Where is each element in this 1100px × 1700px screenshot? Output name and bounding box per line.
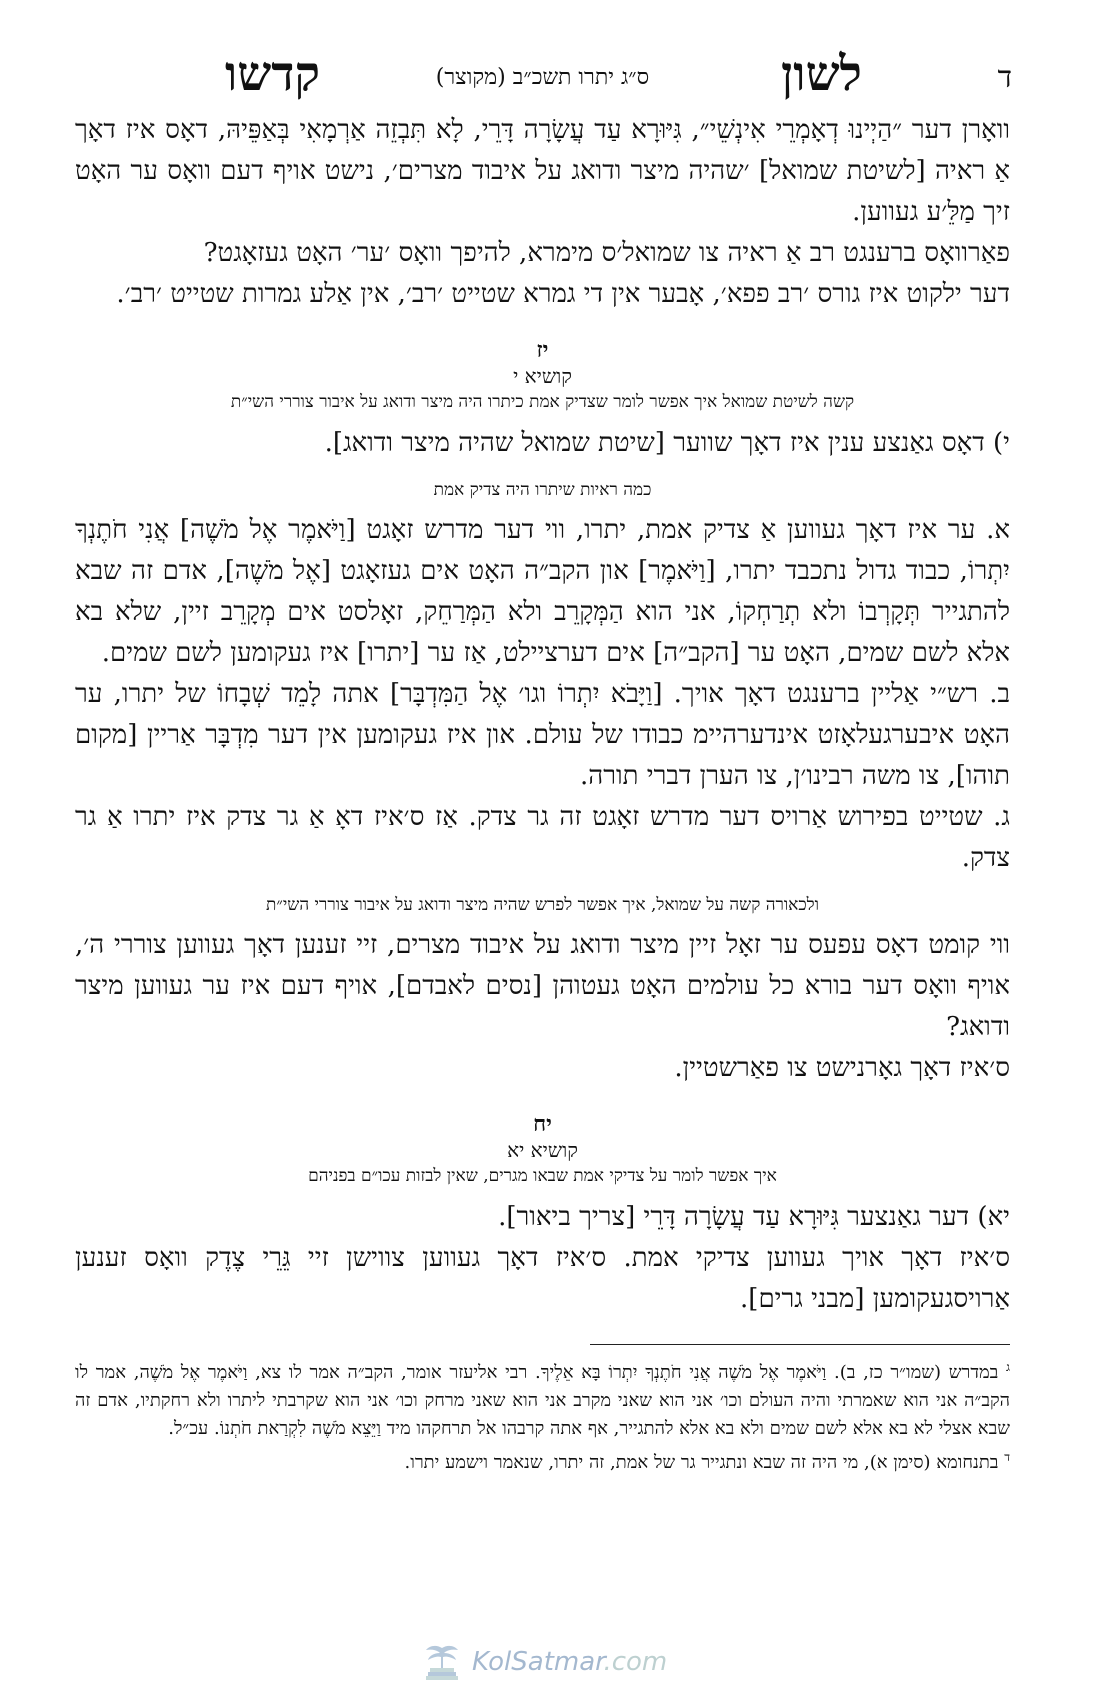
section-subheading: כמה ראיות שיתרו היה צדיק אמת (433, 480, 652, 500)
footnote-mark: ג (1006, 1360, 1010, 1374)
section-subtitle: קשה לשיטת שמואל איך אפשר לומר שצדיק אמת כיתרו היה מיצר ודואג על איבור צוררי השי״ת (230, 392, 855, 412)
paragraph: י) דאָס גאַנצע ענין איז דאָך שווער [שיטת שמואל שהיה מיצר ודואג]. (324, 428, 1010, 458)
paragraph-b: ב. רש״י אַליין ברענגט דאָך אויך. [וַיָּבֹא יִתְרוֹ וגו׳ אֶל הַמִּדְבָּר] אתה לָמֵד שְׁבָחוֹ של יתרו, ער האָט איבערגעלאָזט אינדערהיימ כבודו של עולם. און איז געקומען אין דער מִדְבָּר אַריין [מקום תוהו], צו משה רבינו׳ן, צו הערן דברי תורה. (75, 679, 1010, 791)
footnote-text: במדרש (שמו״ר כז, ב). וַיֹּאמֶר אֶל מֹשֶׁה אֲנִי חֹתֶנְךָ יִתְרוֹ בָּא אֵלֶיךָ. רבי אליעזר אומר, הקב״ה אמר לו צא, וַיֹּאמֶר אֶל מֹשֶׁה, אמר לו הקב״ה אני הוא שאמרתי והיה העולם וכו׳ אני הוא שאני מקרב אני הוא שאני מרחק וכו׳ אני הוא שקרבתי ליתרו ולא רחקתיו, אדם זה שבא אצלי לא בא אלא לשם שמים ולא בא אלא להתגייר, אף אתה קרבהו אל תרחקהו מיד וַיֵּצֵא מֹשֶׁה לִקְרַאת חֹתְנוֹ. עכ״ל. (75, 1362, 1010, 1439)
footnote (75, 1443, 1010, 1477)
paragraph-c: ג. שטייט בפירוש אַרויס דער מדרש זאָגט זה גר צדק. אַז ס׳איז דאָ אַ גר צדק איז יתרו אַ גר צדק. (75, 802, 1010, 873)
paragraph: ווי קומט דאָס עפעס ער זאָל זיין מיצר ודואג על איבוד מצרים, זיי זענען דאָך געווען צוררי ה׳, אויף וואָס דער בורא כל עולמים האָט געטוהן [נסים לאבדם], אויף דעם איז ער געווען מיצר ודואג? (75, 930, 1010, 1042)
section-title: קושיא י (513, 364, 572, 388)
palm-book-logo-icon (420, 1640, 464, 1684)
section-subtitle: איך אפשר לומר על צדיקי אמת שבאו מגרים, שאין לבזות עכו״ם בפניהם (308, 1166, 777, 1186)
footnotes (75, 1353, 1010, 1477)
paragraph: ס׳איז דאָך אויך געווען צדיקי אמת. ס׳איז דאָך געווען צווישן זיי גֵּרֵי צֶדֶק וואָס זענען אַרויסגעקומען [מבני גרים]. (75, 1243, 1010, 1314)
running-title-right: לשון (781, 46, 862, 102)
page-header (75, 40, 1010, 110)
paragraph: פאַרוואָס ברענגט רב אַ ראיה צו שמואל׳ס מימרא, להיפך וואָס ׳ער׳ האָט געזאָגט? (203, 238, 1010, 268)
paragraph: ס׳איז דאָך גאָרנישט צו פאַרשטיין. (674, 1053, 1010, 1083)
document-page (75, 40, 1010, 1680)
footnote-divider (590, 1344, 1010, 1345)
paragraph: וואָרן דער ״הַיְינוּ דְאָמְרֵי אִינְשֵׁי״, גִּיּוּרָא עַד עֲשָׂרָה דָּרֵי, לָא תִּבְזֵה אַרְמָאִי בְּאַפֵּיהּ, דאָס איז דאָך אַ ראיה [לשיטת שמואל] ׳שהיה מיצר ודואג על איבוד מצרים׳, נישט אויף דעם וואָס ער האָט זיך מַלֵּ׳ע געווען. (75, 115, 1010, 227)
section-title: קושיא יא (507, 1138, 578, 1162)
footnote-text: בתנחומא (סימן א), מי היה זה שבא ונתגייר גר של אמת, זה יתרו, שנאמר וישמע יתרו. (404, 1452, 999, 1473)
watermark (420, 1640, 667, 1684)
footnote (75, 1353, 1010, 1443)
running-title-left: קדשו (225, 46, 321, 102)
watermark-text: KolSatmar.com (472, 1647, 668, 1677)
paragraph-a: א. ער איז דאָך געווען אַ צדיק אמת, יתרו, ווי דער מדרש זאָגט [וַיֹּאמֶר אֶל מֹשֶׁה] אֲנִי חֹתֶנְךָ יִתְרוֹ, כבוד גדול נתכבד יתרו, [וַיֹּאמֶר] און הקב״ה האָט אים געזאָגט [אֶל מֹשֶׁה], אדם זה שבא להתגייר תְּקָרְבוֹ ולא תְרַחְקוֹ, אני הוא הַמְּקָרֵב ולא הַמְּרַחֵק, זאָלסט אים מְקָרֵב זיין, שלא בא אלא לשם שמים, האָט ער [הקב״ה] אים דערציילט, אַז ער [יתרו] איז געקומען לשם שמים. (75, 515, 1010, 668)
section-number: יז (536, 337, 549, 363)
paragraph: דער ילקוט איז גורס ׳רב פפא׳, אָבער אין די גמרא שטייט ׳רב׳, אין אַלע גמרות שטייט ׳רב׳. (116, 279, 1010, 309)
section-number: יח (533, 1111, 552, 1137)
running-subtitle: ס״ג יתרו תשכ״ב (מקוצר) (435, 65, 650, 90)
paragraph: יא) דער גאַנצער גִּיּוּרָא עַד עֲשָׂרָה דָּרֵי [צריך ביאור]. (498, 1202, 1010, 1232)
section-subheading: ולכאורה קשה על שמואל, איך אפשר לפרש שהיה מיצר ודואג על איבור צוררי השי״ת (266, 895, 819, 915)
footnote-mark: ד (1004, 1450, 1010, 1464)
page-number: ד (997, 60, 1012, 95)
